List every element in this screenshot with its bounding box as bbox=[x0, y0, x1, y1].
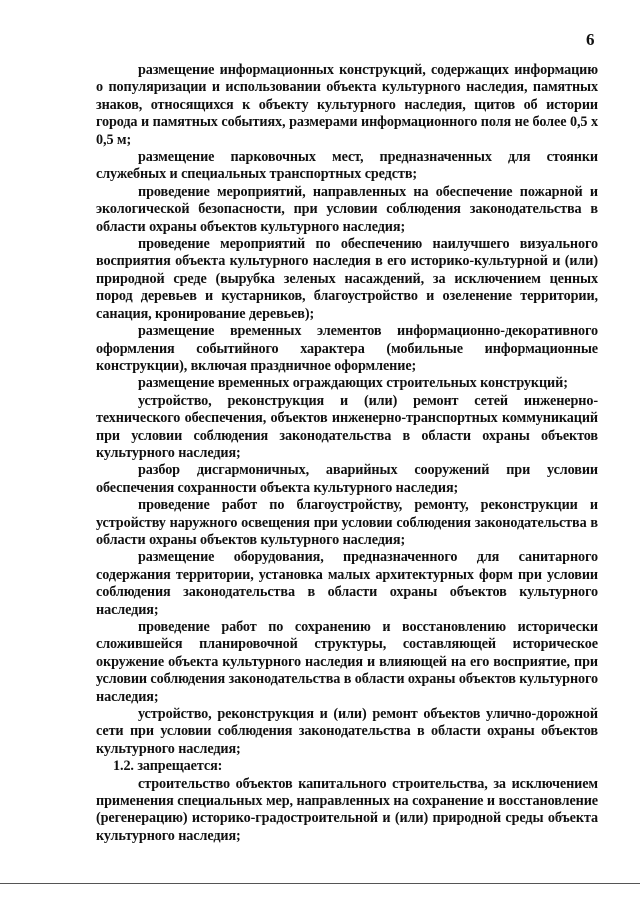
paragraph: проведение работ по благоустройству, ремонту, реконструкции и устройству наружного освещения при условии соблюдения законодательства в области охраны объектов культурного наследия; bbox=[96, 497, 598, 548]
paragraph: размещение оборудования, предназначенного для санитарного содержания территории, установка малых архитектурных форм при условии соблюдения законодательства в области охраны объектов культурного наследия; bbox=[96, 549, 598, 618]
paragraph: проведение работ по сохранению и восстановлению исторически сложившейся планировочной структуры, составляющей историческое окружение объекта культурного наследия и влияющей на его восприятие, при условии соблюдения законодательства в области охраны объектов культурного наследия; bbox=[96, 619, 598, 705]
paragraph: разбор дисгармоничных, аварийных сооружений при условии обеспечения сохранности объекта культурного наследия; bbox=[96, 462, 598, 496]
paragraph: размещение парковочных мест, предназначенных для стоянки служебных и специальных транспортных средств; bbox=[96, 149, 598, 183]
paragraph: размещение информационных конструкций, содержащих информацию о популяризации и использовании объекта культурного наследия, памятных знаков, относящихся к объекту культурного наследия, щитов об истории города и памятных событиях, размерами информационного поля не более 0,5 х 0,5 м; bbox=[96, 62, 598, 148]
paragraph: устройство, реконструкция и (или) ремонт объектов улично-дорожной сети при условии соблюдения законодательства в области охраны объектов культурного наследия; bbox=[96, 706, 598, 757]
paragraph: устройство, реконструкция и (или) ремонт сетей инженерно-технического обеспечения, объектов инженерно-транспортных коммуникаций при условии соблюдения законодательства в области охраны объектов культурного наследия; bbox=[96, 392, 598, 461]
section-heading: 1.2. запрещается: bbox=[113, 758, 223, 775]
paragraph: строительство объектов капитального строительства, за исключением применения специальных мер, направленных на сохранение и восстановление (регенерацию) историко-градостроительной и (или) природной среды объекта культурного наследия; bbox=[96, 775, 598, 844]
page-number: 6 bbox=[586, 30, 595, 49]
paragraph: проведение мероприятий по обеспечению наилучшего визуального восприятия объекта культурного наследия в его историко-культурной и (или) природной среде (вырубка зеленых насаждений, за исключением ценных пород деревьев и кустарников, благоустройство и озеленение территории, санация, кронирование деревьев); bbox=[96, 236, 598, 322]
paragraph: размещение временных элементов информационно-декоративного оформления событийного характера (мобильные информационные конструкции), включая праздничное оформление; bbox=[96, 323, 598, 374]
paragraph: размещение временных ограждающих строительных конструкций; bbox=[138, 375, 568, 392]
document-body bbox=[96, 62, 598, 845]
footer-rule bbox=[0, 883, 640, 884]
paragraph: проведение мероприятий, направленных на обеспечение пожарной и экологической безопасности, при условии соблюдения законодательства в области охраны объектов культурного наследия; bbox=[96, 183, 598, 235]
